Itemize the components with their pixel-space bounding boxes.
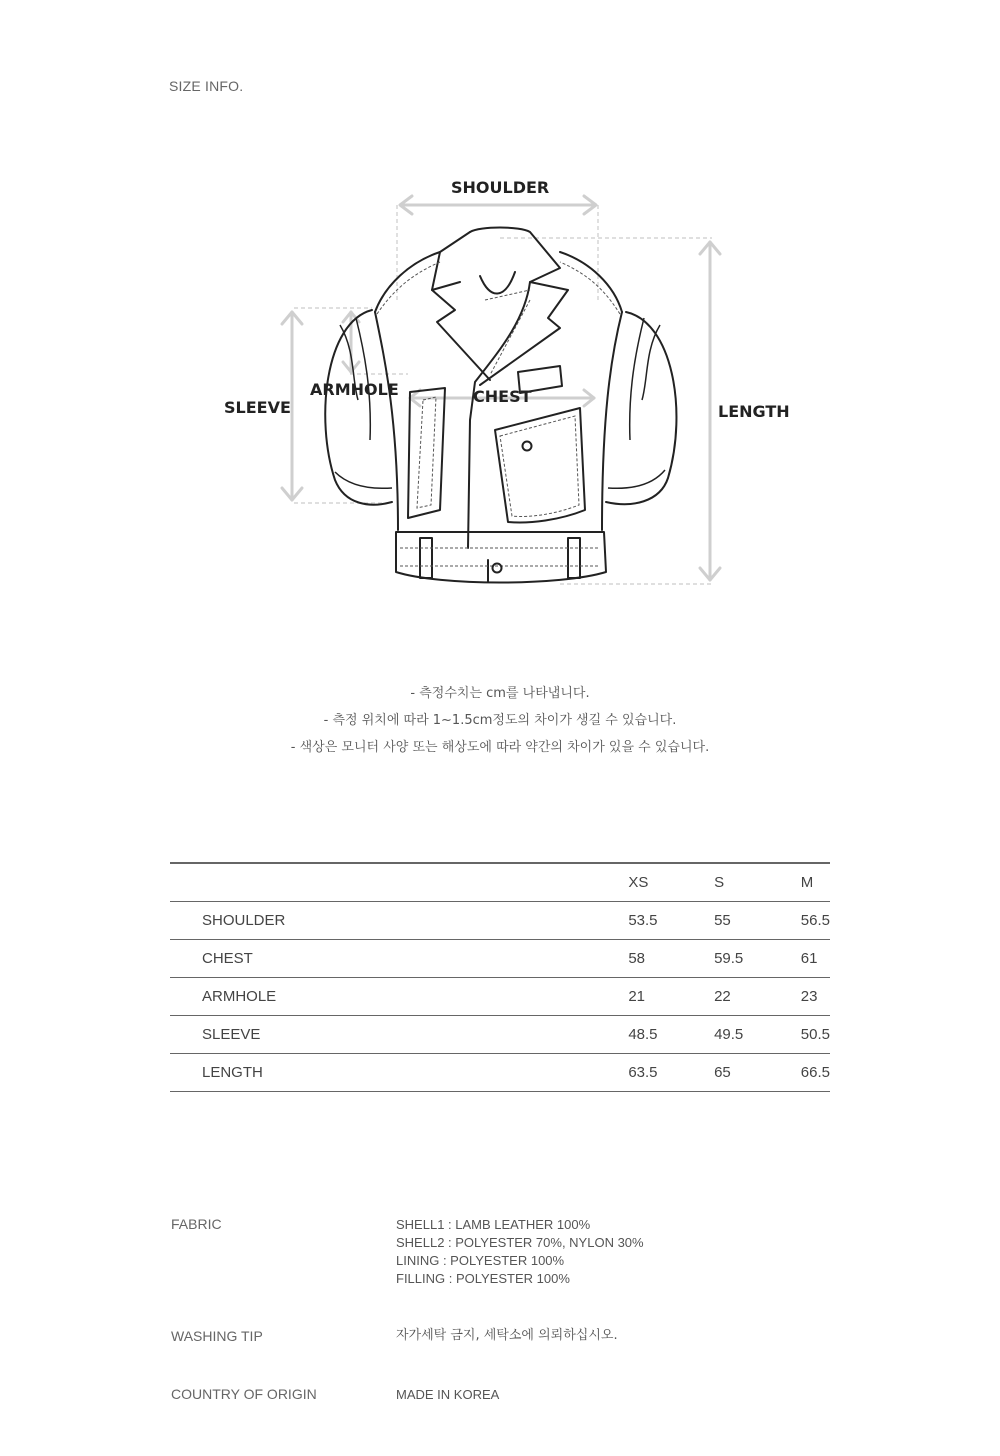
fabric-line: FILLING : POLYESTER 100% [396,1271,570,1286]
row-label: CHEST [170,940,628,978]
table-cell: 56.5 [801,902,830,940]
table-cell: 55 [714,902,801,940]
table-cell: 21 [628,978,714,1016]
table-cell: 65 [714,1054,801,1092]
table-row [170,902,830,940]
table-cell: 53.5 [628,902,714,940]
fabric-composition [396,1216,644,1288]
table-cell: 50.5 [801,1016,830,1054]
table-header-cell: XS [628,863,714,902]
fabric-line: SHELL2 : POLYESTER 70%, NYLON 30% [396,1235,644,1250]
size-table [170,862,830,1092]
row-label: LENGTH [170,1054,628,1092]
row-label: ARMHOLE [170,978,628,1016]
table-header-row [170,863,830,902]
table-cell: 66.5 [801,1054,830,1092]
table-cell: 49.5 [714,1016,801,1054]
sleeve-label: SLEEVE [224,398,291,417]
washing-tip-value: 자가세탁 금지, 세탁소에 의뢰하십시오. [396,1328,618,1343]
shoulder-label: SHOULDER [451,178,550,197]
table-cell: 22 [714,978,801,1016]
note-line: - 색상은 모니터 사양 또는 해상도에 따라 약간의 차이가 있을 수 있습니다. [290,740,710,755]
chest-label: CHEST [473,387,532,406]
table-header-cell: S [714,863,801,902]
table-row [170,1016,830,1054]
table-cell: 61 [801,940,830,978]
fabric-line: SHELL1 : LAMB LEATHER 100% [396,1217,591,1232]
country-of-origin-label: COUNTRY OF ORIGIN [171,1386,317,1402]
length-label: LENGTH [718,402,790,421]
table-header-cell: M [801,863,830,902]
fabric-label: FABRIC [171,1216,222,1232]
note-line: - 측정수치는 cm를 나타냅니다. [410,686,590,701]
row-label: SHOULDER [170,902,628,940]
washing-tip-label: WASHING TIP [171,1328,263,1344]
row-label: SLEEVE [170,1016,628,1054]
table-cell: 59.5 [714,940,801,978]
table-cell: 23 [801,978,830,1016]
jacket-size-diagram [0,150,1000,620]
country-of-origin-value: MADE IN KOREA [396,1387,500,1402]
table-cell: 58 [628,940,714,978]
table-cell: 48.5 [628,1016,714,1054]
table-cell: 63.5 [628,1054,714,1092]
table-row [170,978,830,1016]
note-line: - 측정 위치에 따라 1~1.5cm정도의 차이가 생길 수 있습니다. [323,713,677,728]
fabric-line: LINING : POLYESTER 100% [396,1253,565,1268]
jacket-illustration [0,150,1000,620]
section-title: SIZE INFO. [169,78,244,94]
armhole-label: ARMHOLE [310,380,399,399]
table-header-cell [170,863,628,902]
table-row [170,1054,830,1092]
measurement-notes [0,680,1000,761]
table-row [170,940,830,978]
